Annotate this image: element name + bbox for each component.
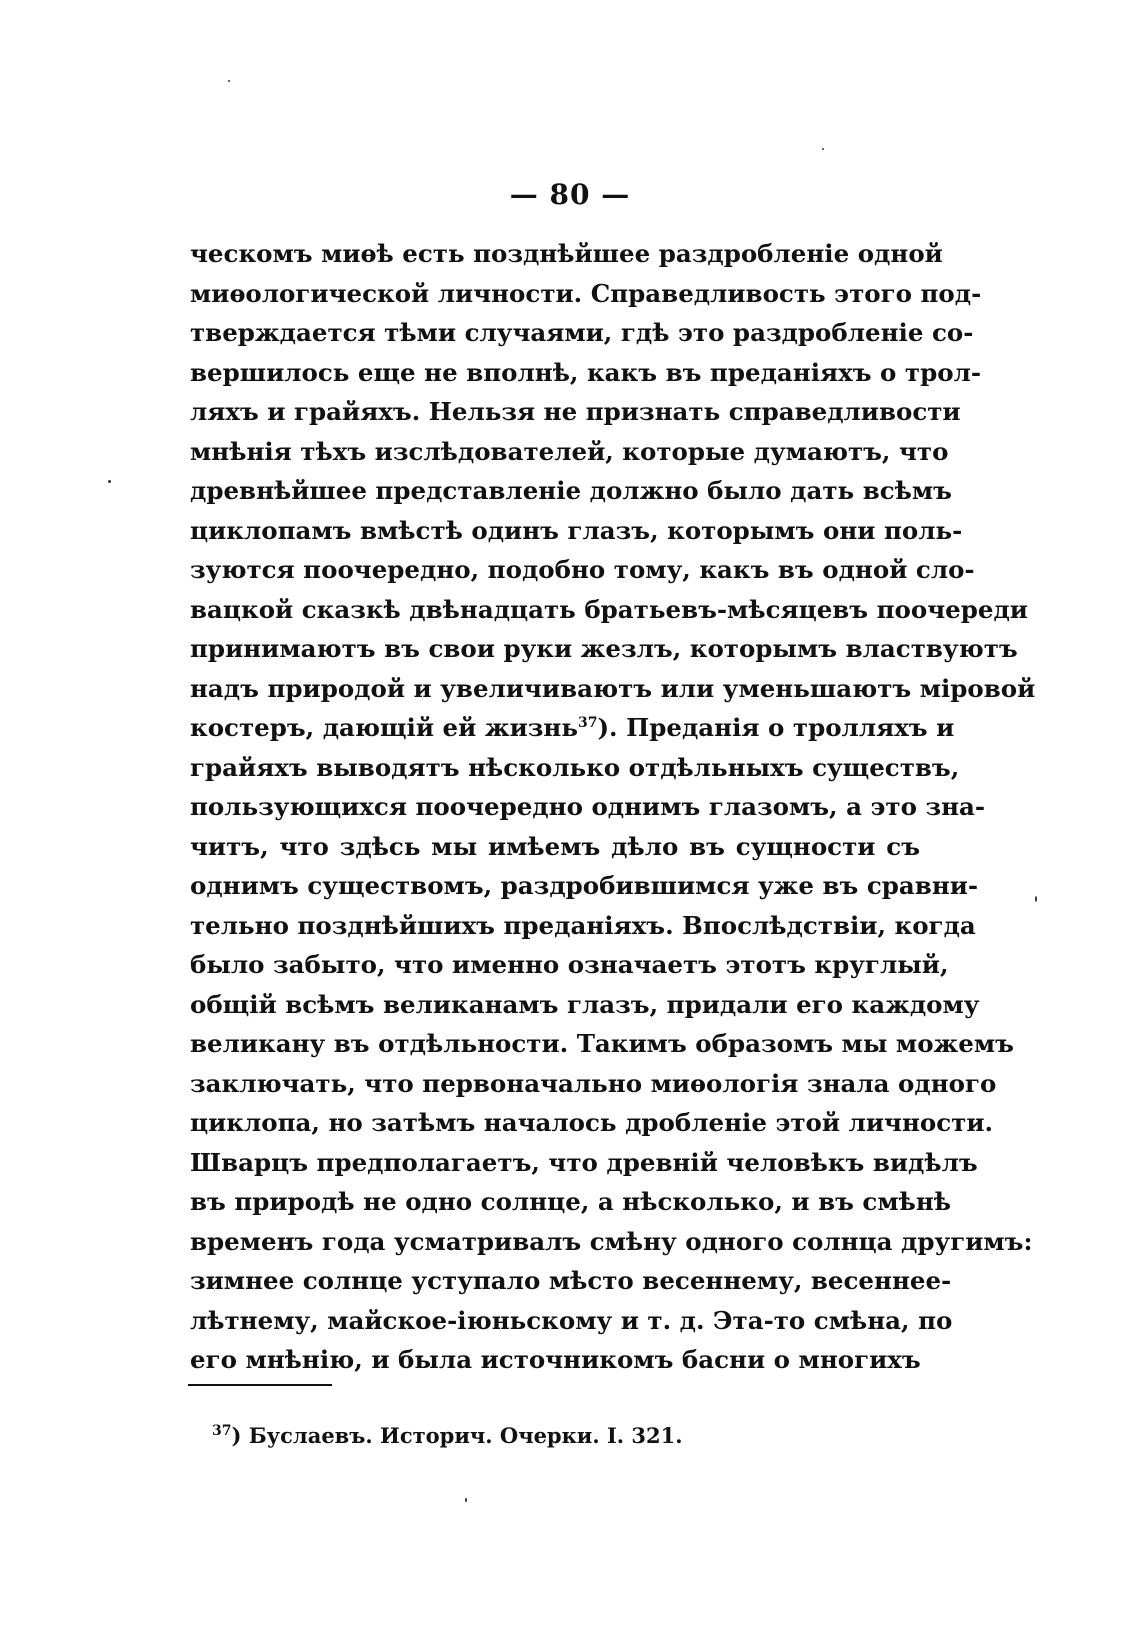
text-line: было забыто, что именно означаетъ этотъ круглый, <box>190 950 949 979</box>
footnote-text: ) Буслаевъ. Историч. Очерки. I. 321. <box>231 1423 683 1448</box>
text-line: временъ года усматривалъ смѣну одного солнца другимъ: <box>190 1226 1033 1256</box>
text-segment: ). Преданія о тролляхъ и <box>597 713 955 742</box>
text-line: лѣтнему, майское-іюньскому и т. д. Эта-то смѣна, по <box>190 1305 953 1335</box>
scan-speck <box>822 148 824 150</box>
text-line: великану въ отдѣльности. Такимъ образомъ мы можемъ <box>190 1029 1014 1058</box>
text-line: его мнѣнію, и была источникомъ басни о многихъ <box>190 1345 921 1374</box>
text-line: читъ, что здѣсь мы имѣемъ дѣло въ сущности съ <box>190 831 920 861</box>
text-segment: костеръ, дающій ей жизнь <box>190 713 578 742</box>
text-line: циклопамъ вмѣстѣ одинъ глазъ, которымъ они поль- <box>190 515 963 545</box>
scan-speck <box>1035 896 1037 902</box>
text-line: зимнее солнце уступало мѣсто весеннему, весеннее- <box>190 1266 952 1295</box>
text-line: миѳологической личности. Справедливость этого под- <box>190 278 982 308</box>
footnote-divider <box>188 1384 332 1386</box>
footnote <box>212 1422 683 1450</box>
text-line: вацкой сказкѣ двѣнадцать братьевъ-мѣсяцевъ поочереди <box>190 594 1028 624</box>
text-line: ческомъ миѳѣ есть позднѣйшее раздробленіе одной <box>190 239 943 268</box>
footnote-reference[interactable]: 37 <box>577 714 598 731</box>
text-line: ляхъ и грайяхъ. Нельзя не признать справедливости <box>190 397 961 426</box>
text-line: Шварцъ предполагаетъ, что древній человѣкъ видѣлъ <box>190 1147 978 1177</box>
text-line: заключать, что первоначально миѳологія знала одного <box>190 1068 997 1098</box>
text-line: однимъ существомъ, раздробившимся уже въ сравни- <box>190 871 979 900</box>
text-line: пользующихся поочередно однимъ глазомъ, а это зна- <box>190 792 986 821</box>
scan-speck <box>228 80 230 82</box>
text-line: грайяхъ выводятъ нѣсколько отдѣльныхъ существъ, <box>190 752 960 782</box>
body-text <box>190 234 1036 1380</box>
text-line: надъ природой и увеличиваютъ или уменьшаютъ міровой <box>190 673 1036 703</box>
scan-speck <box>465 1498 467 1502</box>
scan-speck <box>108 480 111 483</box>
text-line: вершилось еще не вполнѣ, какъ въ преданіяхъ о трол- <box>190 357 982 387</box>
text-line: циклопа, но затѣмъ началось дробленіе этой личности. <box>190 1108 994 1137</box>
text-line: принимаютъ въ свои руки жезлъ, которымъ властвуютъ <box>190 634 1018 663</box>
text-line-with-footnote-ref <box>190 708 955 748</box>
text-line: мнѣнія тѣхъ изслѣдователей, которые думаютъ, что <box>190 436 949 466</box>
text-line: древнѣйшее представленіе должно было дать всѣмъ <box>190 476 952 505</box>
text-line: зуются поочередно, подобно тому, какъ въ одной сло- <box>190 555 975 584</box>
page-number: — 80 — <box>509 178 631 211</box>
text-line: тельно позднѣйшихъ преданіяхъ. Впослѣдствіи, когда <box>190 910 976 940</box>
text-line: общій всѣмъ великанамъ глазъ, придали его каждому <box>190 989 980 1019</box>
footnote-marker: 37 <box>212 1423 232 1439</box>
text-line: тверждается тѣми случаями, гдѣ это раздробленіе со- <box>190 318 974 347</box>
text-line: въ природѣ не одно солнце, а нѣсколько, и въ смѣнѣ <box>190 1187 952 1216</box>
